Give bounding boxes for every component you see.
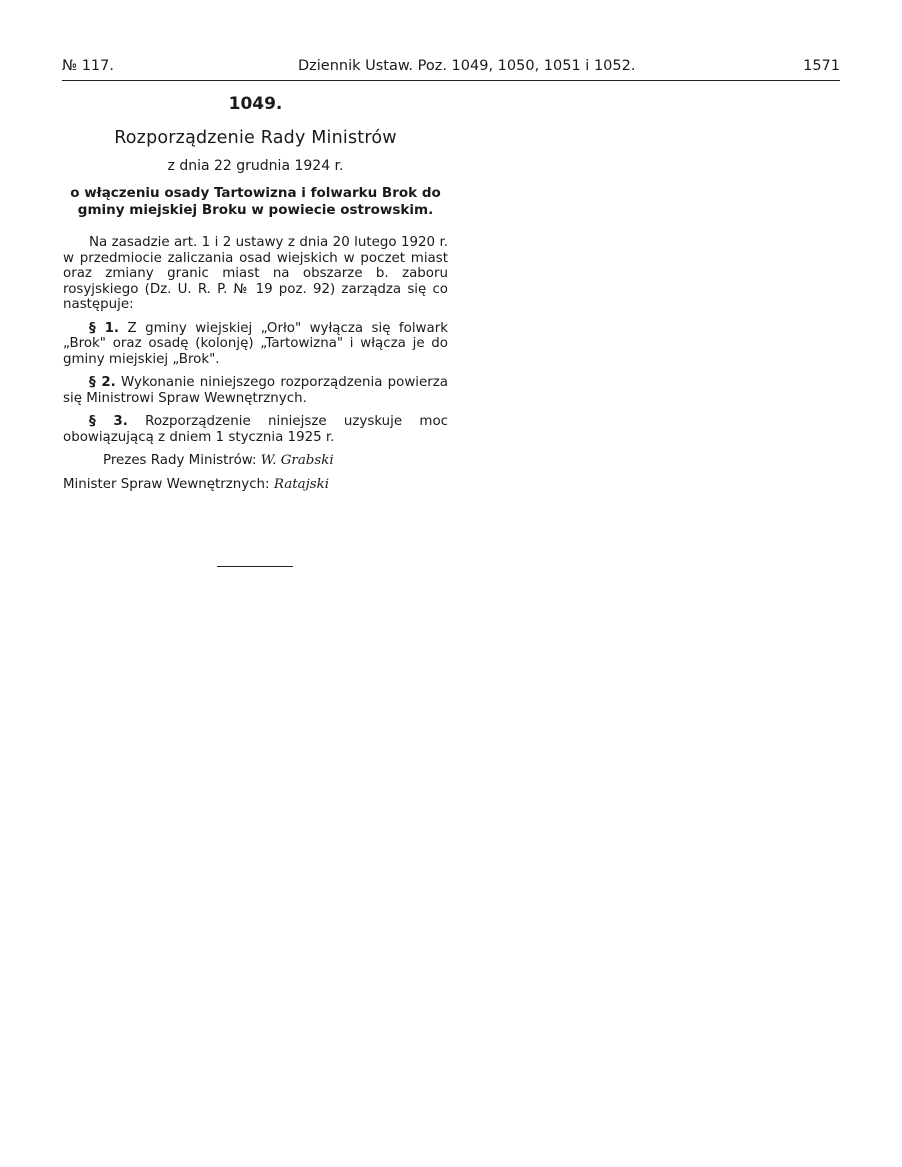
page-number: 1571	[803, 58, 840, 74]
section-text: Rozporządzenie niniejsze uzyskuje moc obowiązującą z dniem 1 stycznia 1925 r.	[63, 414, 449, 445]
journal-reference: Dziennik Ustaw. Poz. 1049, 1050, 1051 i 1052.	[298, 58, 636, 74]
act-title: Rozporządzenie Rady Ministrów	[114, 128, 397, 148]
section-text: Wykonanie niniejszego rozporządzenia powierza się Ministrowi Spraw Wewnętrznych.	[63, 375, 448, 406]
section-text: Z gminy wiejskiej „Orło" wyłącza się folwark „Brok" oraz osadę (kolonję) „Tartowizna" i włącza je do gminy miejskiej „Brok".	[63, 320, 448, 367]
act-column	[63, 94, 448, 500]
act-date: z dnia 22 grudnia 1924 r.	[167, 158, 344, 174]
signature-name: Ratajski	[273, 476, 329, 492]
signature-prime-minister	[63, 453, 448, 469]
section-number: § 3.	[89, 414, 128, 429]
act-subject: o włączeniu osady Tartowizna i folwarku Brok do gminy miejskiej Broku w powiecie ostrowskim.	[70, 185, 441, 218]
signature-role: Prezes Rady Ministrów:	[103, 453, 257, 468]
signature-name: W. Grabski	[260, 453, 334, 468]
section-paragraph	[63, 321, 448, 368]
running-header	[62, 58, 840, 80]
entry-number: 1049.	[228, 94, 283, 114]
section-number: § 1.	[89, 320, 119, 336]
end-rule	[217, 566, 293, 567]
signature-interior-minister	[63, 477, 448, 493]
issue-number: № 117.	[62, 58, 114, 74]
section-paragraph	[63, 414, 448, 445]
header-rule	[62, 80, 840, 81]
section-number: § 2.	[89, 375, 116, 390]
section-paragraph	[63, 375, 448, 406]
signature-role: Minister Spraw Wewnętrznych:	[63, 476, 270, 492]
preamble-paragraph: Na zasadzie art. 1 i 2 ustawy z dnia 20 lutego 1920 r. w przedmiocie zaliczania osad wiejskich w poczet miast oraz zmiany granic miast na obszarze b. zaboru rosyjskiego (Dz. U. R. P. № 19 poz. 92) zarządza się co następuje:	[63, 235, 448, 312]
